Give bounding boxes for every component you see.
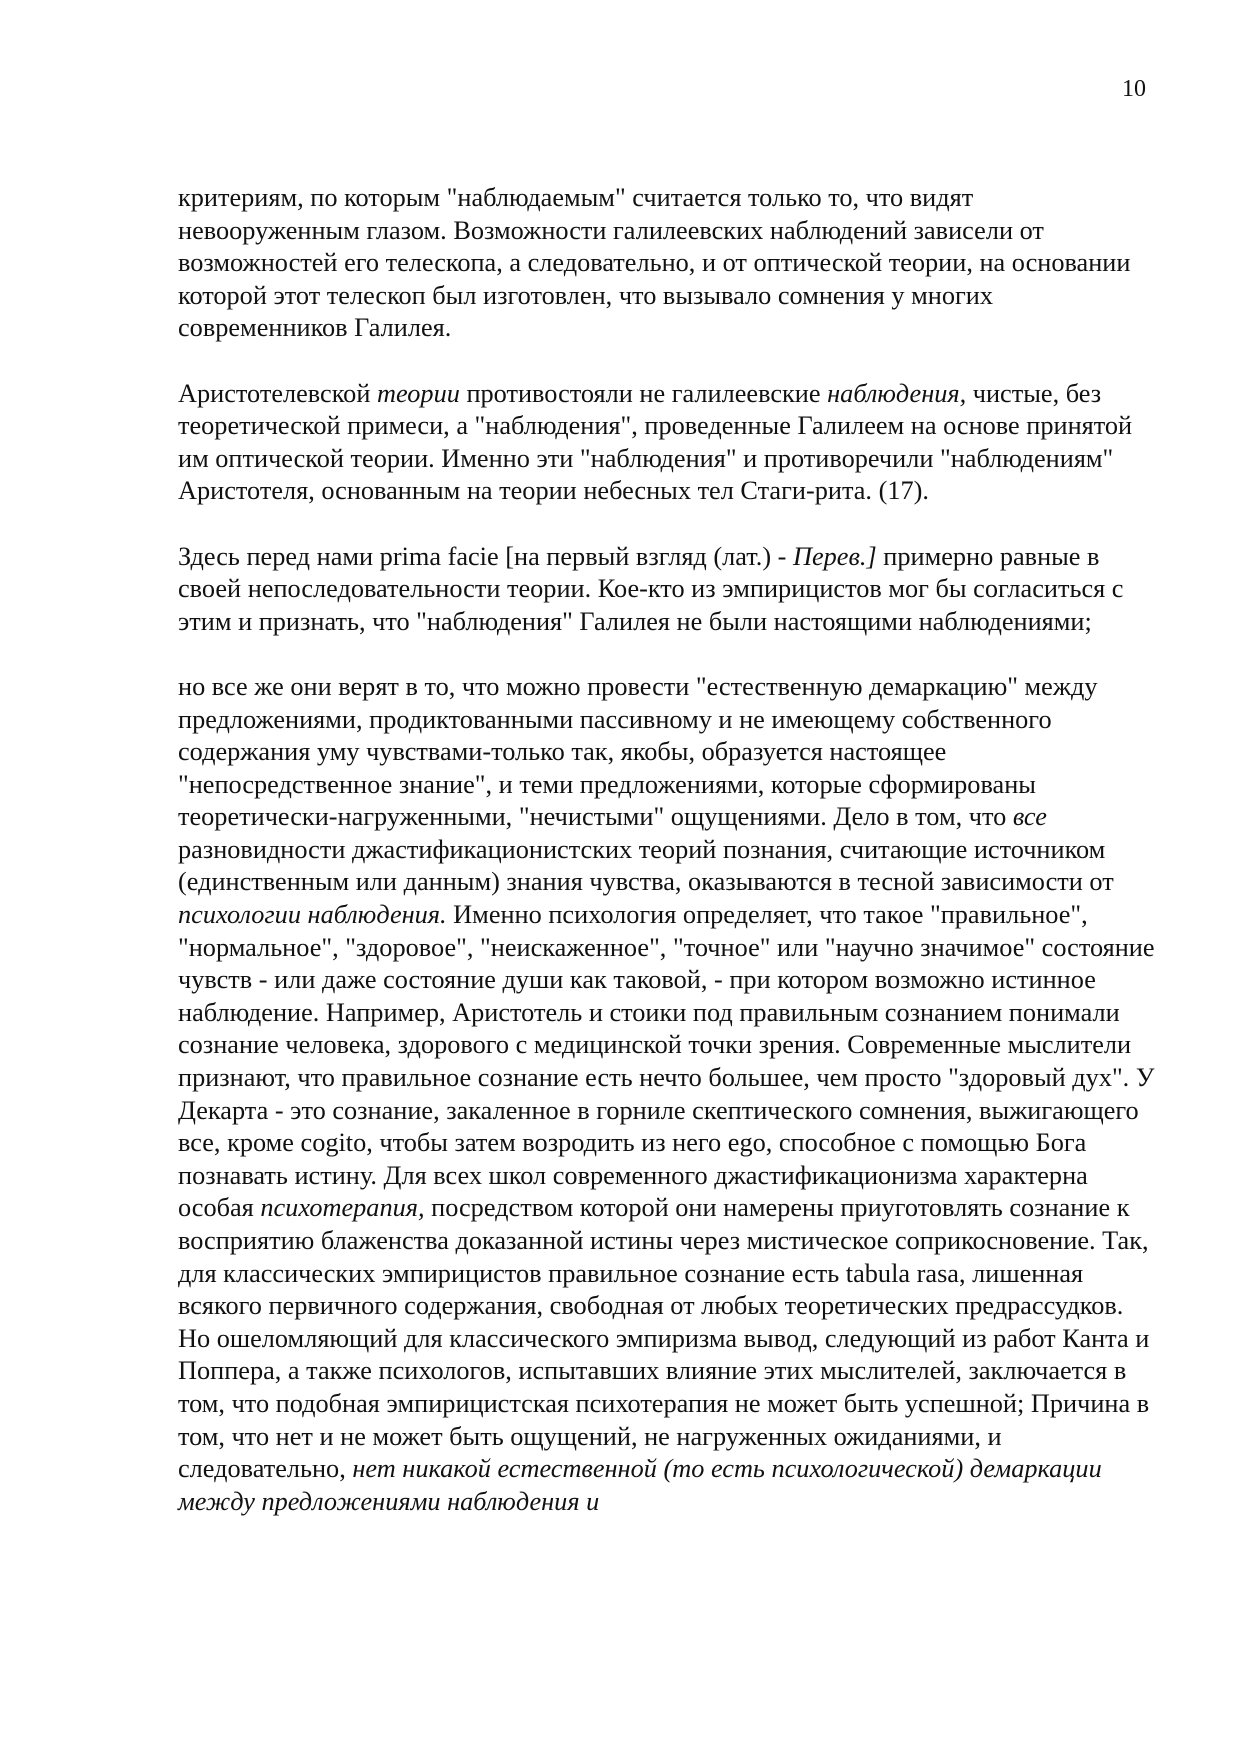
text-segment: разновидности джастификационистских теорий познания, считающие источником (единственным или данным) знания чувства, оказываются в тесной зависимости от — [178, 834, 1114, 897]
italic-segment: нет никакой естественной (то есть психологической) демаркации между предложениями наблюдения и — [178, 1454, 1102, 1516]
italic-segment: все — [1012, 802, 1047, 832]
text-segment: Аристотелевской — [178, 378, 377, 408]
text-segment: критериям, по которым "наблюдаемым" считается только то, что видят невооруженным глазом. Возможности галилеевских наблюдений зависели от возможностей его телескопа, а следовательно, и от оптической теории, на основании которой этот телескоп был изготовлен, что вызывало сомнения у многих современников Галилея. — [178, 183, 1131, 343]
paragraph — [178, 378, 1158, 508]
paragraph — [178, 541, 1158, 639]
text-segment: противостояли не галилеевские — [459, 378, 828, 408]
text-segment: но все же они верят в то, что можно провести "естественную демаркацию" между предложениями, продиктованными пассивному и не имеющему собственного содержания уму чувствами-только так, якобы, образуется настоящее "непосредственное знание", и теми предложениями, которые сформированы теоретически-нагруженными, "нечистыми" ощущениями. Дело в том, что — [178, 671, 1098, 832]
paragraph — [178, 671, 1158, 1518]
text-segment: чистые, без теоретической примеси, а "наблюдения", проведенные Галилеем на основе принятой им оптической теории. Именно эти "наблюдения" и противоречили "наблюдениям" Аристотеля, основанным на теории небесных тел Стаги-рита. (17). — [178, 378, 1133, 506]
text-segment: Здесь перед нами prima facie [на первый взгляд (лат.) - — [178, 541, 793, 571]
italic-segment: наблюдения, — [827, 378, 967, 408]
italic-segment: психологии наблюдения. — [178, 900, 447, 930]
italic-segment: Перев.] — [792, 541, 877, 571]
text-segment: посредством которой они намерены приуготовлять сознание к восприятию блаженства доказанной истины через мистическое соприкосновение. Так, для классических эмпирицистов правильное сознание есть tabula rasa, лишенная всякого первичного содержания, свободная от любых теоретических предрассудков. Но ошеломляющий для классического эмпиризма вывод, следующий из работ Канта и Поппера, а также психологов, испытавших влияние этих мыслителей, заключается в том, что подобная эмпирицистская психотерапия не может быть успешной; Причина в том, что нет и не может быть ощущений, не нагруженных ожиданиями, и следовательно, — [178, 1193, 1150, 1484]
paragraph — [178, 182, 1158, 345]
italic-segment: психотерапия, — [260, 1193, 425, 1223]
document-body — [178, 182, 1158, 1518]
text-segment: примерно равные в своей непоследовательности теории. Кое-кто из эмпирицистов мог бы согласиться с этим и признать, что "наблюдения" Галилея не были настоящими наблюдениями; — [178, 541, 1124, 636]
page-number: 10 — [1122, 76, 1146, 102]
text-segment: Именно психология определяет, что такое "правильное", "нормальное", "здоровое", "неискаженное", "точное" или "научно значимое" состояние чувств - или даже состояние души как таковой, - при котором возможно истинное наблюдение. Например, Аристотель и стоики под правильным сознанием понимали сознание человека, здорового с медицинской точки зрения. Современные мыслители признают, что правильное сознание есть нечто большее, чем просто "здоровый дух". У Декарта - это сознание, закаленное в горниле скептического сомнения, выжигающего все, кроме cogito, чтобы затем возродить из него ego, способное с помощью Бога познавать истину. Для всех школ современного джастификационизма характерна особая — [178, 900, 1155, 1223]
italic-segment: теории — [376, 378, 460, 408]
